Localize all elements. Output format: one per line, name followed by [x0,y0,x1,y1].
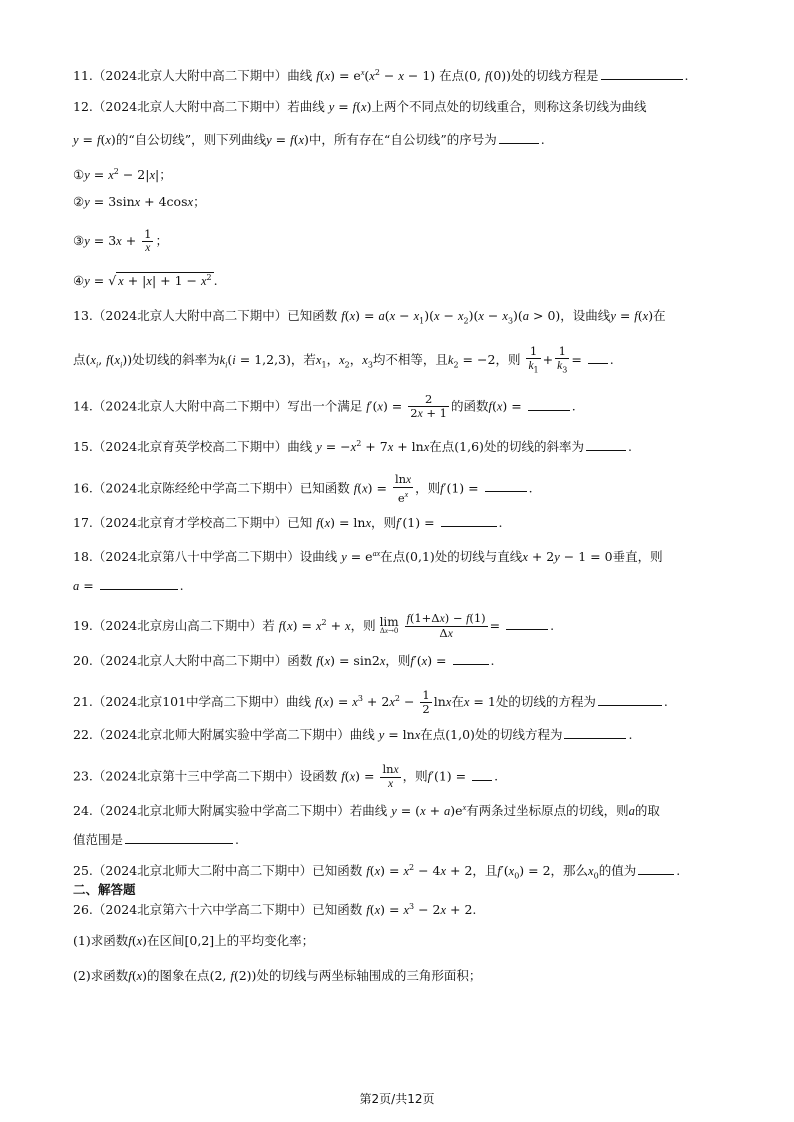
answer-blank[interactable] [485,477,527,492]
answer-blank[interactable] [453,650,489,665]
answer-blank[interactable] [598,691,662,706]
problem-24-cont: 值范围是 . [73,829,734,849]
problem-26-q1: (1)求函数f(x)在区间[0,2]上的平均变化率； [73,933,315,948]
section-heading: 二、解答题 [73,882,136,897]
problem-18-cont: a = . [73,575,734,595]
answer-blank[interactable] [588,349,608,364]
problem-26: 26.（2024北京第六十六中学高二下期中）已知函数 $f(x) = x^3 - 2x + 2$. [73,902,477,918]
answer-blank[interactable] [441,512,497,527]
option-4: ④y = √ $x + |x| + 1 - x^2$ . [73,273,218,289]
answer-blank[interactable] [586,436,626,451]
problem-17: 17.（2024北京育才学校高二下期中）已知 f(x) = lnx，则f′(1) = . [73,512,734,532]
answer-blank[interactable] [564,724,626,739]
problem-23: 23.（2024北京第十三中学高二下期中）设函数 f(x) = $\frac{\ln x}{x}$ ，则f′(1) = . [73,762,499,790]
problem-26-q2: (2)求函数f(x)的图象在点(2, f(2))处的切线与两坐标轴围成的三角形面积； [73,968,482,983]
option-1: ①y = $x^2 - 2|x|$； [73,167,172,183]
answer-blank[interactable] [601,65,683,80]
problem-14: 14.（2024北京人大附中高二下期中）写出一个满足 f′(x) = $\frac{2}{2x + 1}$ 的函数f(x) = . [73,392,576,420]
problem-25: 25.（2024北京北师大二附中高二下期中）已知函数 $f(x) = x^2 - 4x + 2$，且$f'(x_0) = 2$，那么$x_0$的值为 . [73,859,734,886]
problem-22: 22.（2024北京北师大附属实验中学高二下期中）曲线 y = lnx在点(1,0)处的切线方程为 . [73,724,734,744]
answer-blank[interactable] [472,766,492,781]
problem-12: 12.（2024北京人大附中高二下期中）若曲线 y = f(x)上两个不同点处的切线重合，则称这条切线为曲线 [73,99,647,114]
problem-11: 11.（2024北京人大附中高二下期中）曲线 $f(x) = e^x(x^2 - x - 1)$ 在点(0, f(0))处的切线方程是 . [73,64,734,85]
problem-13: 13.（2024北京人大附中高二下期中）已知函数 $f(x) = a(x - x_1)(x - x_2)(x - x_3)(a > 0)$，设曲线y = f(x)在 [73,308,666,326]
problem-12-cont: y = f(x)的“自公切线”，则下列曲线y = f(x)中，所有存在“自公切线”的序号为 . [73,129,734,149]
problem-21: 21.（2024北京101中学高二下期中）曲线 $f(x) = x^3 + 2x^2$ − $\frac{1}{2}$ lnx在x = 1处的切线的方程为 . [73,688,668,716]
answer-blank[interactable] [528,396,570,411]
problem-16: 16.（2024北京陈经纶中学高二下期中）已知函数 f(x) = $\frac{\ln x}{e^x}$ ，则f′(1) = . [73,472,533,505]
problem-24: 24.（2024北京北师大附属实验中学高二下期中）若曲线 $y = (x + a)e^x$有两条过坐标原点的切线，则a的取 [73,803,660,819]
answer-blank[interactable] [100,575,178,590]
option-3: ③y = 3x + $\frac{1}{x}$ ； [73,227,168,254]
answer-blank[interactable] [506,615,548,630]
page-footer: 第2页/共12页 [359,1092,435,1106]
problem-15: 15.（2024北京育英学校高二下期中）曲线 $y = -x^2 + 7x + \ln x$在点(1,6)处的切线的斜率为 . [73,435,734,456]
problem-19: 19.（2024北京房山高二下期中）若 $f(x) = x^2 + x$，则 lim Δx→0 $\frac{f(1+\Delta x) - f(1)}{\Delta x}$ = . [73,611,555,640]
answer-blank[interactable] [499,129,539,144]
problem-20: 20.（2024北京人大附中高二下期中）函数 f(x) = sin2x，则f′(x) = . [73,650,734,670]
answer-blank[interactable] [638,860,674,875]
problem-18: 18.（2024北京第八十中学高二下期中）设曲线 $y = e^{ax}$在点(0,1)处的切线与直线x + 2y − 1 = 0垂直，则 [73,549,663,565]
answer-blank[interactable] [125,829,233,844]
option-2: ②y = 3sinx + 4cosx； [73,194,206,209]
problem-13-cont: 点($x_i$, $f(x_i)$)处切线的斜率为$k_i(i = 1,2,3)$，若$x_1$，$x_2$，$x_3$均不相等，且$k_2 = -2$，则 $\frac{1}{k_1}$ + $\frac{1}{k_3}$ = . [73,344,614,375]
